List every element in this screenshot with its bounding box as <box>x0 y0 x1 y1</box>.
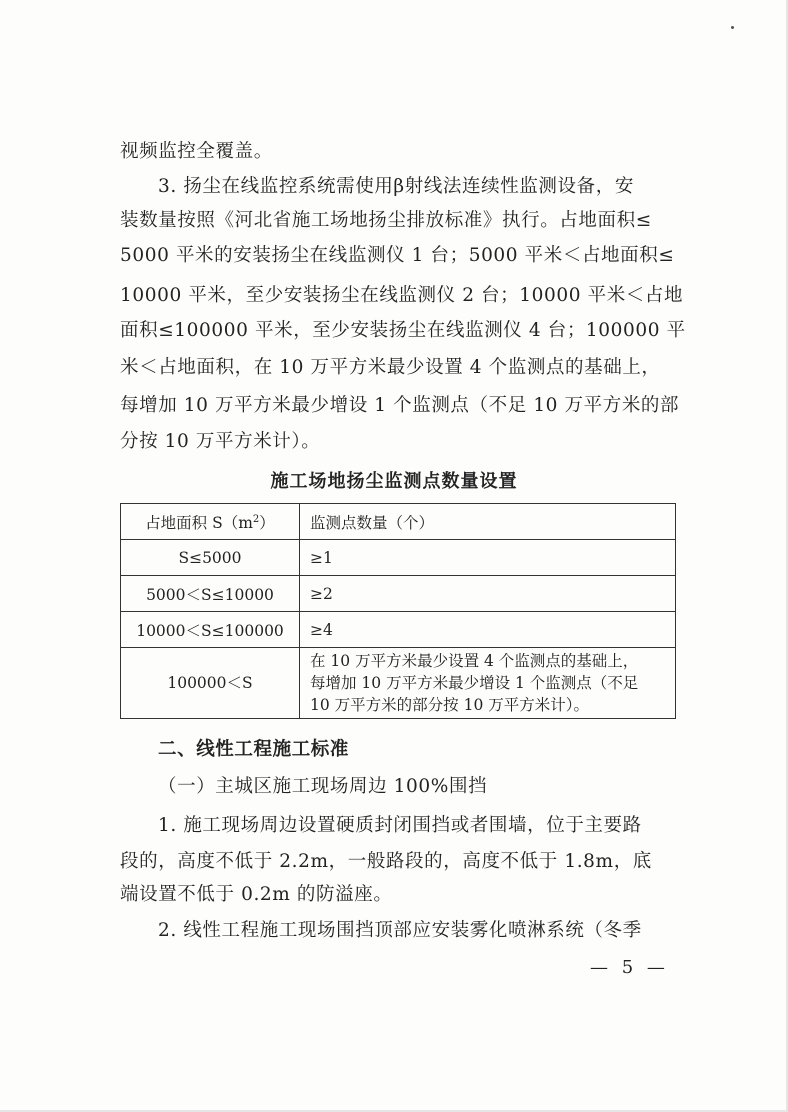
paragraph-line: 端设置不低于 0.2m 的防溢座。 <box>120 884 393 905</box>
count-cell-line: 在 10 万平方米最少设置 4 个监测点的基础上， <box>310 652 639 670</box>
count-cell-line: 10 万平方米的部分按 10 万平方米计）。 <box>310 696 589 714</box>
table-row <box>121 540 676 576</box>
paragraph-line: 2. 线性工程施工现场围挡顶部应安装雾化喷淋系统（冬季 <box>158 920 642 941</box>
table-header-row <box>121 504 676 540</box>
paragraph-line: 视频监控全覆盖。 <box>120 141 273 162</box>
monitoring-points-table <box>120 503 676 719</box>
header-area: 占地面积 $S(m^2)$ <box>121 504 300 540</box>
table-row <box>121 648 676 719</box>
paragraph-line: 每增加 10 万平方米最少增设 1 个监测点（不足 10 万平方米的部 <box>120 395 680 416</box>
count-cell-line: 每增加 10 万平方米最少增设 1 个监测点（不足 <box>310 674 639 692</box>
table-row <box>121 576 676 612</box>
count-cell: ≥2 <box>300 576 676 612</box>
page-number: — 5 — <box>590 957 669 978</box>
section-heading: 二、线性工程施工标准 <box>158 739 350 760</box>
subsection-heading: （一）主城区施工现场周边 100%围挡 <box>158 776 488 797</box>
scan-speck <box>731 26 734 29</box>
count-cell <box>300 648 676 719</box>
paragraph-line: 段的，高度不低于 2.2m，一般路段的，高度不低于 1.8m，底 <box>120 851 652 872</box>
area-cell: 5000＜S≤10000 <box>121 576 300 612</box>
paragraph-line: 分按 10 万平方米计）。 <box>120 431 321 452</box>
paragraph-line: 3. 扬尘在线监控系统需使用β射线法连续性监测设备，安 <box>158 176 634 197</box>
table-caption: 施工场地扬尘监测点数量设置 <box>270 471 518 492</box>
paragraph-line: 面积≤100000 平米，至少安装扬尘在线监测仪 4 台；100000 平 <box>120 320 686 341</box>
paragraph-line: 1. 施工现场周边设置硬质封闭围挡或者围墙，位于主要路 <box>158 815 642 836</box>
area-cell: S≤5000 <box>121 540 300 576</box>
paragraph-line: 米＜占地面积，在 10 万平方米最少设置 4 个监测点的基础上， <box>120 357 661 378</box>
paragraph-line: 10000 平米，至少安装扬尘在线监测仪 2 台；10000 平米＜占地 <box>120 285 684 306</box>
count-cell: ≥4 <box>300 612 676 648</box>
area-cell: 10000＜S≤100000 <box>121 612 300 648</box>
count-cell: ≥1 <box>300 540 676 576</box>
area-cell: 100000＜S <box>121 648 300 719</box>
paragraph-line: 装数量按照《河北省施工场地扬尘排放标准》执行。占地面积≤ <box>120 210 652 231</box>
table-row <box>121 612 676 648</box>
paragraph-line: 5000 平米的安装扬尘在线监测仪 1 台；5000 平米＜占地面积≤ <box>120 245 675 266</box>
header-count: 监测点数量（个） <box>300 504 676 540</box>
